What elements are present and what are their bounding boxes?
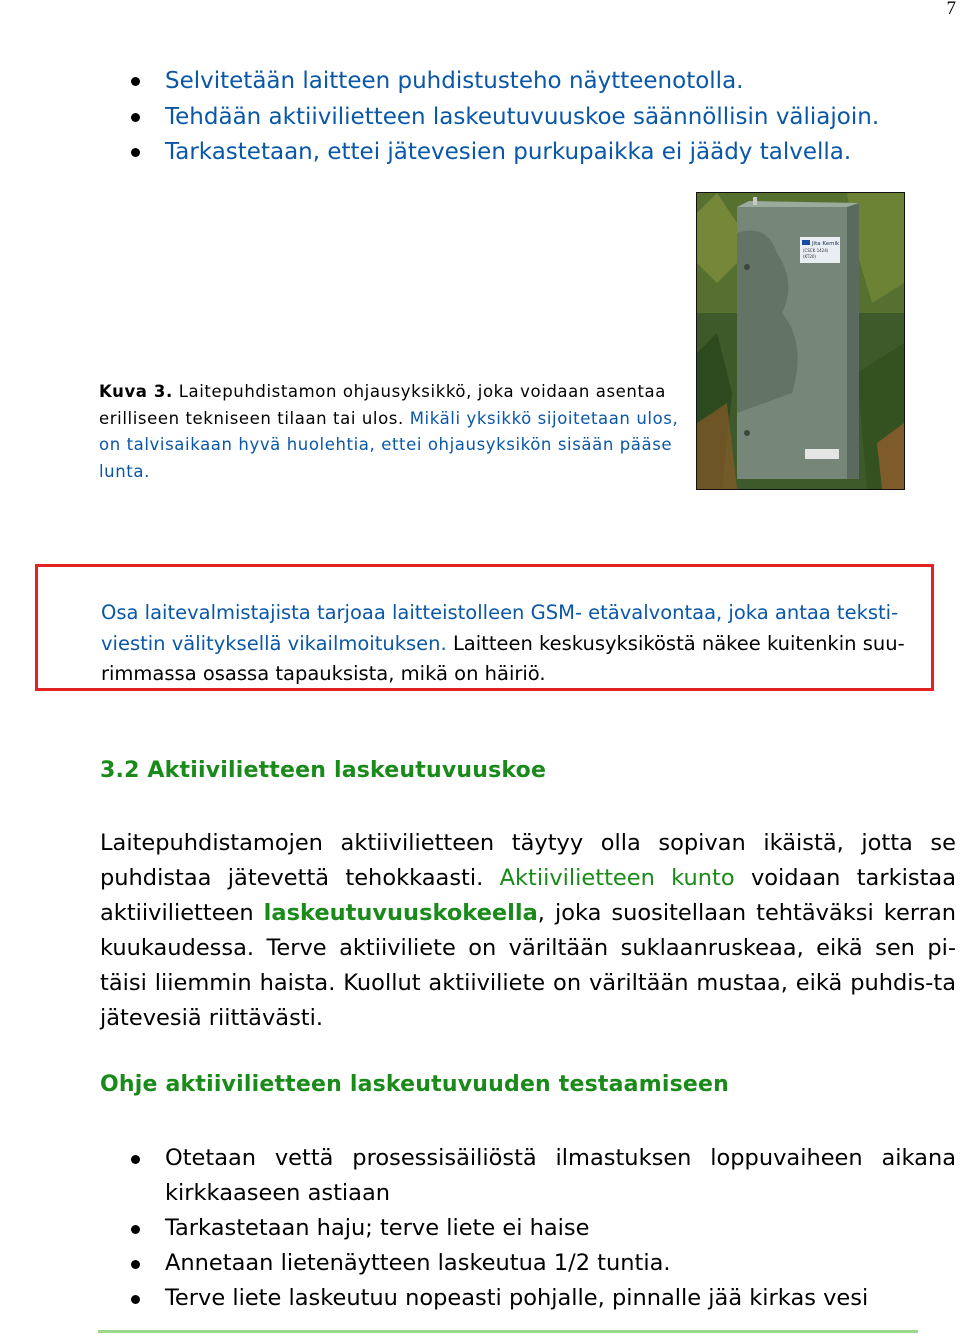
body-paragraph [100, 826, 956, 1036]
notice-gsm-text: Osa laitevalmistajista tarjoaa laitteistolleen GSM- etävalvontaa, joka antaa teksti-viestin välityksellä vikailmoituksen. [101, 601, 899, 655]
list-item: Terve liete laskeutuu nopeasti pohjalle, pinnalle jää kirkas vesi [98, 1281, 956, 1316]
notice-box [35, 564, 934, 691]
notice-text [101, 598, 936, 690]
top-bullet-list [98, 64, 918, 171]
figure-label: Kuva 3. [99, 382, 173, 401]
figure-caption [99, 379, 684, 485]
sludge-condition-link[interactable]: Aktiivilietteen kunto [499, 865, 735, 891]
instruction-list [98, 1141, 956, 1316]
list-item: Tarkastetaan haju; terve liete ei haise [98, 1211, 956, 1246]
paragraph-text: voidaan tarkistaa aktiivilietteen [100, 865, 956, 926]
footer-divider [98, 1330, 918, 1333]
guide-heading: Ohje aktiivilietteen laskeutuvuuden testaamiseen [100, 1072, 729, 1097]
photo-label-line2: (CSCK 1424) [803, 248, 829, 253]
page-number: 7 [946, 0, 956, 19]
section-heading: 3.2 Aktiivilietteen laskeutuvuuskoe [100, 758, 547, 783]
list-item: Otetaan vettä prosessisäiliöstä ilmastuksen loppuvaiheen aikana kirkkaaseen astiaan [98, 1141, 956, 1211]
list-item: Annetaan lietenäytteen laskeutua 1/2 tuntia. [98, 1246, 956, 1281]
caption-note: Mikäli yksikkö sijoitetaan ulos, on talvisaikaan hyvä huolehtia, ettei ohjausyksikön sisään pääse lunta. [99, 408, 679, 481]
photo-label-line3: (KT20) [803, 254, 816, 259]
settling-test-link[interactable]: laskeutuvuuskokeella [263, 900, 538, 926]
list-item: Tehdään aktiivilietteen laskeutuvuuskoe säännöllisin väliajoin. [98, 100, 918, 136]
control-unit-image [697, 193, 904, 489]
control-unit-photo [696, 192, 905, 490]
list-item: Selvitetään laitteen puhdistusteho näytteenotolla. [98, 64, 918, 100]
caption-text: Laitepuhdistamon ohjausyksikkö, joka voidaan asentaa erilliseen tekniseen tilaan tai ulos. [99, 382, 666, 428]
paragraph-text: Laitepuhdistamojen aktiivilietteen täytyy olla sopivan ikäistä, jotta se puhdistaa jätevettä tehokkaasti. [100, 830, 956, 891]
notice-central-unit-text: Laitteen keskusyksiköstä näkee kuitenkin suu-rimmassa osassa tapauksista, mikä on häiriö. [101, 631, 905, 685]
photo-label-line1: Jita Kemik [812, 241, 840, 247]
paragraph-text: , joka suositellaan tehtäväksi kerran kuukaudessa. Terve aktiiviliete on väriltään suklaanruskeaa, eikä sen pi-täisi liiemmin haista. Kuollut aktiiviliete on väriltään mustaa, eikä puhdis-ta jätevesiä riittävästi. [100, 900, 956, 1031]
list-item: Tarkastetaan, ettei jätevesien purkupaikka ei jäädy talvella. [98, 135, 918, 171]
